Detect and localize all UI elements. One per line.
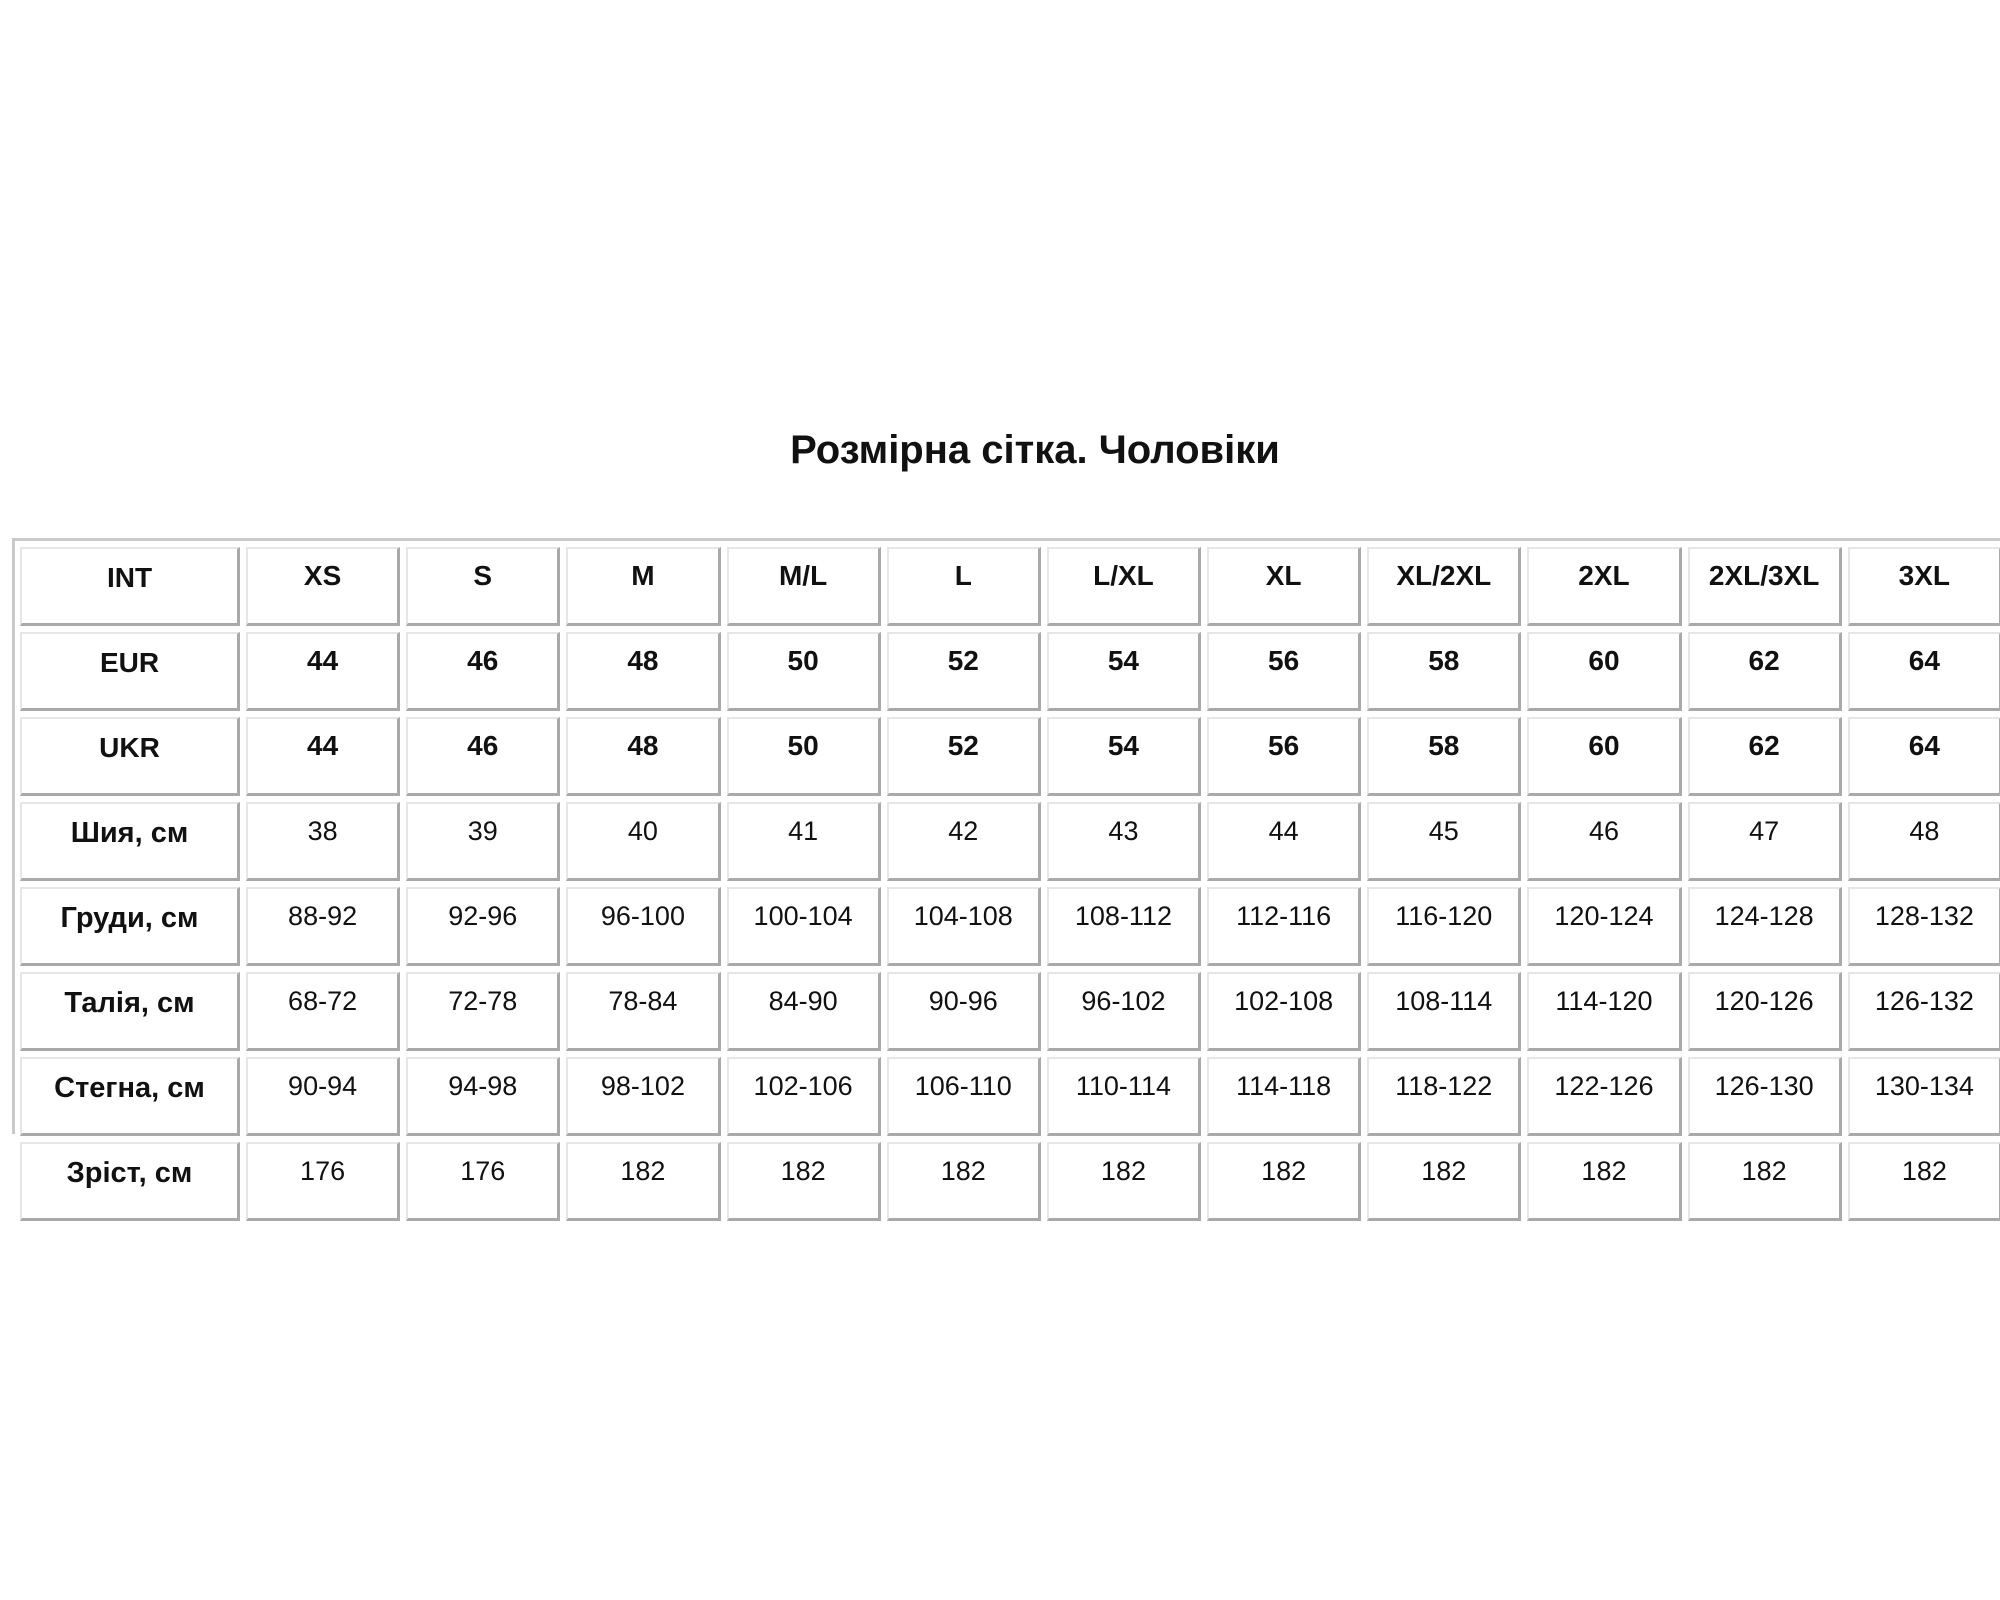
table-cell: 46 [406, 632, 560, 711]
table-cell: 128-132 [1848, 887, 2000, 966]
table-cell: 104-108 [887, 887, 1041, 966]
table-cell: 68-72 [246, 972, 400, 1051]
table-cell: S [406, 547, 560, 626]
table-cell: 182 [1688, 1142, 1842, 1221]
table-cell: 44 [246, 632, 400, 711]
table-cell: 54 [1047, 717, 1201, 796]
table-row [20, 802, 2000, 881]
table-cell: 110-114 [1047, 1057, 1201, 1136]
table-cell: M [566, 547, 720, 626]
size-chart-body [20, 547, 2000, 1221]
table-cell: 102-106 [727, 1057, 881, 1136]
row-label: UKR [20, 717, 240, 796]
table-cell: 182 [1367, 1142, 1521, 1221]
table-cell: 90-96 [887, 972, 1041, 1051]
table-row [20, 632, 2000, 711]
table-cell: 114-118 [1207, 1057, 1361, 1136]
table-cell: 62 [1688, 632, 1842, 711]
table-cell: 116-120 [1367, 887, 1521, 966]
table-cell: 56 [1207, 717, 1361, 796]
table-cell: 114-120 [1527, 972, 1681, 1051]
table-cell: 122-126 [1527, 1057, 1681, 1136]
table-cell: 52 [887, 717, 1041, 796]
table-cell: 38 [246, 802, 400, 881]
table-cell: 78-84 [566, 972, 720, 1051]
table-cell: 48 [566, 632, 720, 711]
row-label: Зріст, см [20, 1142, 240, 1221]
table-row [20, 1142, 2000, 1221]
table-row [20, 1057, 2000, 1136]
row-label: Талія, см [20, 972, 240, 1051]
table-cell: 42 [887, 802, 1041, 881]
table-cell: 52 [887, 632, 1041, 711]
table-cell: 176 [406, 1142, 560, 1221]
table-cell: 58 [1367, 632, 1521, 711]
table-cell: 182 [727, 1142, 881, 1221]
table-cell: 56 [1207, 632, 1361, 711]
table-cell: 2XL [1527, 547, 1681, 626]
table-cell: XL/2XL [1367, 547, 1521, 626]
table-cell: 130-134 [1848, 1057, 2000, 1136]
table-cell: 46 [1527, 802, 1681, 881]
table-cell: 40 [566, 802, 720, 881]
table-cell: 108-112 [1047, 887, 1201, 966]
table-cell: 47 [1688, 802, 1842, 881]
row-label: Шия, см [20, 802, 240, 881]
table-cell: 96-102 [1047, 972, 1201, 1051]
table-cell: 120-126 [1688, 972, 1842, 1051]
table-cell: 64 [1848, 632, 2000, 711]
table-cell: 106-110 [887, 1057, 1041, 1136]
table-cell: 72-78 [406, 972, 560, 1051]
table-cell: 90-94 [246, 1057, 400, 1136]
table-cell: 182 [887, 1142, 1041, 1221]
table-cell: 124-128 [1688, 887, 1842, 966]
table-cell: 182 [1047, 1142, 1201, 1221]
table-cell: 100-104 [727, 887, 881, 966]
table-cell: L [887, 547, 1041, 626]
table-cell: 84-90 [727, 972, 881, 1051]
table-cell: 94-98 [406, 1057, 560, 1136]
row-label: EUR [20, 632, 240, 711]
table-cell: 58 [1367, 717, 1521, 796]
table-cell: 45 [1367, 802, 1521, 881]
table-cell: 48 [566, 717, 720, 796]
row-label: Груди, см [20, 887, 240, 966]
table-cell: 62 [1688, 717, 1842, 796]
table-cell: 182 [566, 1142, 720, 1221]
table-cell: 176 [246, 1142, 400, 1221]
table-cell: 120-124 [1527, 887, 1681, 966]
table-cell: 88-92 [246, 887, 400, 966]
row-label: Стегна, см [20, 1057, 240, 1136]
table-cell: 44 [1207, 802, 1361, 881]
table-cell: 41 [727, 802, 881, 881]
table-cell: 43 [1047, 802, 1201, 881]
table-cell: 60 [1527, 717, 1681, 796]
table-cell: 2XL/3XL [1688, 547, 1842, 626]
table-row [20, 972, 2000, 1051]
table-row [20, 717, 2000, 796]
table-cell: 44 [246, 717, 400, 796]
table-cell: M/L [727, 547, 881, 626]
table-cell: 39 [406, 802, 560, 881]
size-chart-table [14, 541, 2000, 1227]
table-cell: 98-102 [566, 1057, 720, 1136]
table-cell: L/XL [1047, 547, 1201, 626]
table-cell: 60 [1527, 632, 1681, 711]
row-label: INT [20, 547, 240, 626]
table-cell: 50 [727, 717, 881, 796]
table-cell: 46 [406, 717, 560, 796]
table-cell: 50 [727, 632, 881, 711]
table-cell: 108-114 [1367, 972, 1521, 1051]
table-row [20, 887, 2000, 966]
table-cell: 3XL [1848, 547, 2000, 626]
table-cell: 182 [1848, 1142, 2000, 1221]
table-cell: 126-130 [1688, 1057, 1842, 1136]
table-row [20, 547, 2000, 626]
table-cell: 182 [1527, 1142, 1681, 1221]
table-cell: 64 [1848, 717, 2000, 796]
table-cell: 182 [1207, 1142, 1361, 1221]
table-cell: 96-100 [566, 887, 720, 966]
table-cell: XL [1207, 547, 1361, 626]
table-cell: XS [246, 547, 400, 626]
table-cell: 118-122 [1367, 1057, 1521, 1136]
table-cell: 54 [1047, 632, 1201, 711]
table-cell: 126-132 [1848, 972, 2000, 1051]
table-cell: 102-108 [1207, 972, 1361, 1051]
table-cell: 92-96 [406, 887, 560, 966]
page-title: Розмірна сітка. Чоловіки [790, 428, 1280, 472]
table-cell: 112-116 [1207, 887, 1361, 966]
table-cell: 48 [1848, 802, 2000, 881]
